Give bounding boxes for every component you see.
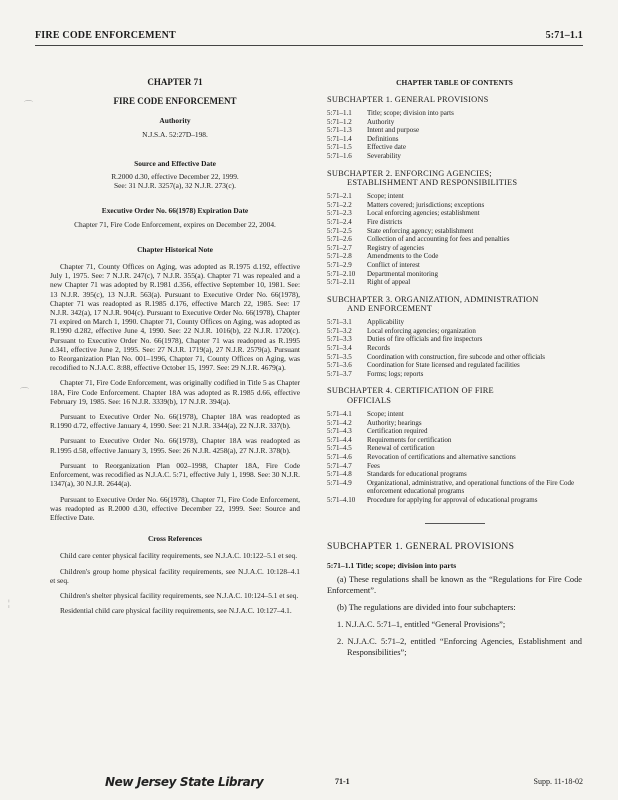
toc-subchapter-title-cont: AND ENFORCEMENT [347, 304, 433, 314]
supplement-date: Supp. 11-18-02 [533, 777, 583, 786]
toc-subchapter-heading [327, 95, 582, 105]
toc-entry-title: Conflict of interest [367, 260, 420, 269]
toc-entry-title: Amendments to the Code [367, 252, 439, 261]
toc-entry[interactable] [327, 135, 582, 144]
toc-entry[interactable] [327, 152, 582, 161]
toc-entry-number: 5:71–1.5 [327, 143, 352, 152]
eo-text: Chapter 71, Fire Code Enforcement, expires on December 22, 2004. [74, 219, 276, 229]
authority-heading: Authority [159, 116, 191, 126]
toc-entry-number: 5:71–2.2 [327, 200, 352, 209]
toc-entry-title: Certification required [367, 427, 428, 436]
toc-entry-number: 5:71–4.1 [327, 410, 352, 419]
list-item: 2. N.J.A.C. 5:71–2, entitled “Enforcing Agencies, Establishment and Responsibilities”; [337, 636, 582, 657]
toc-entry-number: 5:71–3.3 [327, 335, 352, 344]
toc-entry-number: 5:71–2.10 [327, 269, 356, 278]
toc-entry-number: 5:71–2.3 [327, 209, 352, 218]
history-heading: Chapter Historical Note [137, 244, 213, 254]
header-rule [35, 45, 583, 46]
toc-entry-title: Title; scope; division into parts [367, 109, 454, 117]
toc-entry-number: 5:71–1.4 [327, 134, 352, 143]
header-section: 5:71–1.1 [545, 30, 583, 41]
toc-entry-number: 5:71–2.4 [327, 217, 352, 226]
toc-entry[interactable] [327, 327, 582, 336]
history-paragraph: Pursuant to Executive Order No. 66(1978), Chapter 71, Fire Code Enforcement, was readopted as R.2000 d.30, effective December 22, 1999. See: Source and Effective Date. [50, 494, 300, 522]
toc-subchapter-title: SUBCHAPTER 3. ORGANIZATION, ADMINISTRATION [327, 294, 539, 304]
toc-entry[interactable] [327, 235, 582, 244]
toc-entry[interactable] [327, 126, 582, 135]
toc-entry[interactable] [327, 496, 582, 505]
history-paragraph: Chapter 71, Fire Code Enforcement, was originally codified in Title 5 as Chapter 18A, Fire Code Enforcement. Chapter 18A was adopted as R.1985 d.66, effective February 19, 1985. See: 16 N.J.R. 3339(b), 17 N.J.R. 394(a). [50, 378, 300, 406]
toc-entry-number: 5:71–4.7 [327, 461, 352, 470]
toc-entry[interactable] [327, 201, 582, 210]
eo-heading: Executive Order No. 66(1978) Expiration Date [101, 206, 249, 216]
toc-entry-number: 5:71–1.2 [327, 117, 352, 126]
source-heading: Source and Effective Date [134, 158, 216, 168]
toc-entry-number: 5:71–4.8 [327, 470, 352, 479]
toc-entry-title: Severability [367, 151, 401, 160]
toc-entry-number: 5:71–4.6 [327, 453, 352, 461]
toc-entry[interactable] [327, 278, 582, 287]
toc-title: CHAPTER TABLE OF CONTENTS [396, 78, 513, 87]
cross-reference: Child care center physical facility requirements, see N.J.A.C. 10:122–5.1 et seq. [60, 551, 298, 561]
toc-entry[interactable] [327, 143, 582, 152]
toc-entry[interactable] [327, 462, 582, 471]
toc-entry[interactable] [327, 218, 582, 227]
toc-entry-number: 5:71–2.7 [327, 243, 352, 252]
page-number: 71-1 [335, 777, 350, 786]
toc-entry-title: Definitions [367, 134, 399, 143]
library-stamp: New Jersey State Library [105, 775, 264, 789]
right-column [327, 78, 582, 664]
toc-entry-title: Authority; hearings [367, 418, 422, 427]
toc-entry[interactable] [327, 370, 582, 379]
toc-entry[interactable] [327, 470, 582, 479]
paragraph-a: (a) These regulations shall be known as the “Regulations for Fire Code Enforcement”. [327, 574, 582, 595]
toc-entry[interactable] [327, 361, 582, 370]
source-line-1: R.2000 d.30, effective December 22, 1999. [111, 172, 239, 182]
scan-mark: ⌒ [24, 100, 34, 110]
toc-entry-title: Revocation of certifications and alternative sanctions [367, 453, 516, 461]
section-divider [425, 523, 485, 524]
history-paragraph: Pursuant to Executive Order No. 66(1978), Chapter 18A was readopted as R.1990 d.72, effective January 4, 1990. See: 21 N.J.R. 3344(a), 22 N.J.R. 337(b). [50, 412, 300, 431]
toc-entry-number: 5:71–2.11 [327, 278, 355, 287]
section-heading: 5:71–1.1 Title; scope; division into parts [327, 560, 457, 570]
toc-entry-number: 5:71–3.7 [327, 369, 352, 378]
toc-entry[interactable] [327, 109, 582, 118]
toc-subchapter-heading [327, 169, 582, 189]
toc-subchapter-title-cont: ESTABLISHMENT AND RESPONSIBILITIES [347, 178, 518, 188]
toc-entry-title: Requirements for certification [367, 435, 452, 444]
toc-entry-title: Renewal of certification [367, 444, 435, 453]
scan-mark: ¦ [8, 598, 10, 608]
toc-entry-number: 5:71–2.8 [327, 252, 352, 261]
toc-entry-number: 5:71–1.1 [327, 109, 352, 117]
toc-entry[interactable] [327, 261, 582, 270]
toc-entry[interactable] [327, 227, 582, 236]
toc-entry-title: Departmental monitoring [367, 269, 438, 278]
toc-entry-title: Duties of fire officials and fire inspectors [367, 335, 483, 344]
toc-entry[interactable] [327, 318, 582, 327]
toc-entry-number: 5:71–3.5 [327, 352, 352, 361]
chapter-title: FIRE CODE ENFORCEMENT [113, 96, 237, 107]
toc-entry-title: Effective date [367, 143, 406, 152]
toc-entry-title: Collection of and accounting for fees and penalties [367, 235, 510, 244]
cross-reference: Residential child care physical facility requirements, see N.J.A.C. 10:127–4.1. [60, 606, 292, 616]
toc-entry-number: 5:71–3.4 [327, 344, 352, 353]
toc-entry-title: Intent and purpose [367, 126, 420, 135]
toc-entry-number: 5:71–2.9 [327, 260, 352, 269]
toc-entry-number: 5:71–4.5 [327, 444, 352, 453]
toc-entry-number: 5:71–4.3 [327, 427, 352, 436]
toc-entry[interactable] [327, 453, 582, 462]
toc-entry-title: Right of appeal [367, 278, 411, 287]
toc-entry-title: Standards for educational programs [367, 470, 467, 479]
toc-entry[interactable] [327, 410, 582, 419]
toc-subchapter-title: SUBCHAPTER 2. ENFORCING AGENCIES; [327, 168, 492, 178]
history-paragraph: Pursuant to Executive Order No. 66(1978), Chapter 18A was readopted as R.1995 d.58, effective January 3, 1995. See: 26 N.J.R. 4258(a), 27 N.J.R. 378(b). [50, 436, 300, 455]
toc-entry[interactable] [327, 353, 582, 362]
toc-entry-title: Scope; intent [367, 192, 404, 201]
authority-text: N.J.S.A. 52:27D–198. [142, 129, 208, 139]
toc-entry-title: Coordination for State licensed and regulated facilities [367, 361, 520, 370]
toc-subchapter-heading [327, 295, 582, 315]
toc-entry[interactable] [327, 427, 582, 436]
list-item: 1. N.J.A.C. 5:71–1, entitled “General Provisions”; [337, 619, 506, 629]
toc-entry-title: Scope; intent [367, 410, 404, 419]
header-title: FIRE CODE ENFORCEMENT [35, 30, 176, 41]
toc-entry-title: Registry of agencies [367, 243, 425, 252]
toc-entry-number: 5:71–4.2 [327, 418, 352, 427]
toc-entry-number: 5:71–3.2 [327, 326, 352, 335]
toc-entry[interactable] [327, 419, 582, 428]
toc-subchapter-title-cont: OFFICIALS [347, 396, 392, 406]
toc-entry-number: 5:71–1.6 [327, 151, 352, 160]
table-of-contents [327, 95, 582, 504]
body-subchapter-heading: SUBCHAPTER 1. GENERAL PROVISIONS [327, 540, 515, 552]
chapter-number: CHAPTER 71 [147, 77, 203, 87]
paragraph-b: (b) The regulations are divided into four subchapters: [337, 602, 516, 612]
source-line-2: See: 31 N.J.R. 3257(a), 32 N.J.R. 273(c). [114, 181, 236, 191]
toc-entry-title: Matters covered; jurisdictions; exceptions [367, 200, 485, 209]
cross-references-heading: Cross References [147, 534, 203, 544]
toc-entry-title: Fire districts [367, 217, 403, 226]
scan-mark: ⌒ [20, 387, 30, 397]
toc-entry-title: Records [367, 344, 390, 353]
toc-entry-number: 5:71–4.4 [327, 435, 352, 444]
toc-entry[interactable] [327, 244, 582, 253]
cross-reference: Children's group home physical facility requirements, see N.J.A.C. 10:128–4.1 et seq. [50, 566, 300, 585]
history-paragraph: Chapter 71, County Offices on Aging, was adopted as R.1975 d.192, effective July 1, 1975. See: 7 N.J.R. 247(c), 7 N.J.R. 355(a). Chapter 71 was repealed and a new Chapter 71 was adopted by R.1981 d.356, effective September 10, 1981. See: 13 N.J.R. 395(c), 13 N.J.R. 563(a). Pursuant to Executive Order No. 66(1978), Chapter 71 was readopted as R.1985 d.176, effective March 22, 1985. See: 17 N.J.R. 342(a), 17 N.J.R. 904(c). Pursuant to Executive Order No. 66(1978), Chapter 71 expired on March 1, 1990. Chapter 71, County Offices on Aging, was adopted as R.1990 d.282, effective June 4, 1990. See: 22 N.J.R. 1016(b), 22 N.J.R. 1720(c). Pursuant to Executive Order No. 66(1978), Chapter 71 was readopted as R.1995 d.341, effective June 2, 1995. See: 27 N.J.R. 1719(a), 27 N.J.R. 2579(a). Pursuant to Reorganization Plan No. 001–1996, Chapter 71, County Offices on Aging, was recodified to N.J.A.C. 8:88, effective October 15, 1997. See: 29 N.J.R. 4679(a). [50, 262, 300, 373]
toc-entry-title: Procedure for applying for approval of educational programs [367, 495, 538, 504]
toc-entry-number: 5:71–4.10 [327, 495, 356, 504]
toc-entry-number: 5:71–1.3 [327, 126, 352, 135]
toc-entry-title: Organizational, administrative, and operational functions of the Fire Code enforcement educational programs [367, 478, 575, 496]
toc-entry-number: 5:71–3.1 [327, 318, 352, 327]
toc-entry-title: Coordination with construction, fire subcode and other officials [367, 352, 545, 361]
toc-entry-number: 5:71–2.1 [327, 192, 352, 201]
toc-entry[interactable] [327, 118, 582, 127]
toc-entry[interactable] [327, 252, 582, 261]
toc-entry-title: Authority [367, 117, 395, 126]
toc-entry-number: 5:71–3.6 [327, 361, 352, 370]
toc-entry[interactable] [327, 479, 582, 496]
toc-entry-title: State enforcing agency; establishment [367, 226, 474, 235]
toc-entry-title: Forms; logs; reports [367, 369, 424, 378]
toc-entry[interactable] [327, 270, 582, 279]
toc-entry-number: 5:71–2.5 [327, 226, 352, 235]
toc-entry-title: Local enforcing agencies; establishment [367, 209, 480, 218]
toc-entry[interactable] [327, 192, 582, 201]
toc-subchapter-title: SUBCHAPTER 4. CERTIFICATION OF FIRE [327, 386, 494, 396]
cross-reference: Children's shelter physical facility requirements, see N.J.A.C. 10:124–5.1 et seq. [60, 590, 299, 600]
toc-subchapter-heading [327, 386, 582, 406]
toc-entry[interactable] [327, 335, 582, 344]
toc-entry-title: Applicability [367, 318, 404, 327]
toc-entry-number: 5:71–2.6 [327, 235, 352, 244]
history-paragraph: Pursuant to Reorganization Plan 002–1998, Chapter 18A, Fire Code Enforcement, was recodified as N.J.A.C. 5:71, effective July 1, 1998. See: 30 N.J.R. 1347(a), 30 N.J.R. 2644(a). [50, 460, 300, 489]
toc-entry[interactable] [327, 444, 582, 453]
toc-entry-title: Fees [367, 461, 380, 470]
toc-entry[interactable] [327, 344, 582, 353]
toc-entry-number: 5:71–4.9 [327, 478, 352, 487]
toc-subchapter-title: SUBCHAPTER 1. GENERAL PROVISIONS [327, 95, 489, 105]
left-column [50, 78, 300, 621]
toc-entry[interactable] [327, 209, 582, 218]
toc-entry[interactable] [327, 436, 582, 445]
toc-entry-title: Local enforcing agencies; organization [367, 326, 476, 335]
page-footer [35, 775, 583, 795]
running-header [35, 30, 583, 44]
